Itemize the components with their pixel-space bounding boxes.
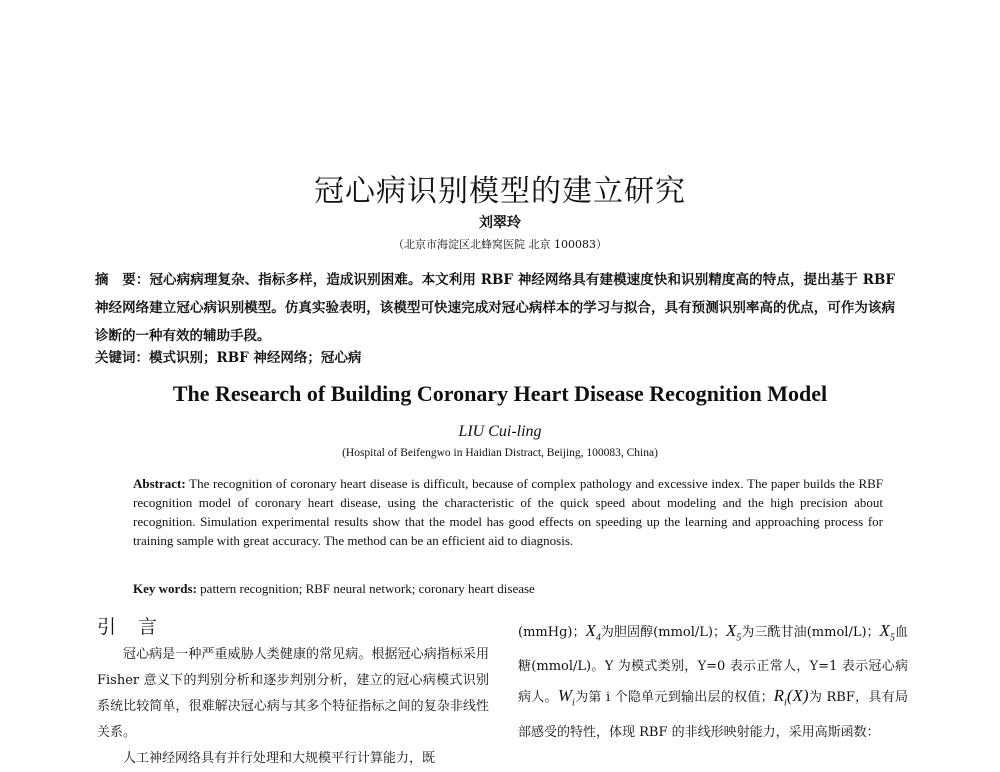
title-english: The Research of Building Coronary Heart Disease Recognition Model (172, 381, 828, 406)
abstract-chinese-label: 摘 要： (95, 272, 150, 288)
keywords-english (133, 580, 883, 598)
math-x5 (879, 621, 895, 644)
abstract-chinese (95, 266, 895, 350)
text-run: 为 RBF，具有局部感受的特性，体现 RBF 的非线形映射能力，采用高斯函数： (518, 690, 908, 740)
left-column-body (97, 642, 489, 772)
abstract-english-text: The recognition of coronary heart disease is difficult, because of complex pathology and excessive index. The paper builds the RBF recognition model of coronary heart disease, using the characteristic of the quick speed about modeling and the high precision about recognition. Simulation experimental results show that the model has good effects on speeding up the learning and approaching process for training sample with great accuracy. The method can be an efficient aid to diagnosis. (133, 476, 884, 548)
title-chinese: 冠心病识别模型的建立研究 (314, 174, 686, 209)
keywords-chinese-label: 关键词： (95, 350, 149, 366)
text-run: 为三酰甘油(mmol/L)； (741, 625, 880, 640)
keywords-chinese (95, 348, 895, 368)
author-english: LIU Cui-ling (458, 423, 542, 440)
math-symbol: W (557, 686, 573, 706)
keywords-english-label: Key words: (133, 581, 197, 596)
math-subscript: i (784, 697, 787, 709)
math-subscript: i (572, 697, 575, 709)
abstract-chinese-text: 冠心病病理复杂、指标多样，造成识别困难。本文利用 RBF 神经网络具有建模速度快和识别精度高的特点，提出基于 RBF 神经网络建立冠心病识别模型。仿真实验表明，该模型可快速完成对冠心病样本的学习与拟合，具有预测识别率高的优点，可作为该病诊断的一种有效的辅助手段。 (95, 272, 896, 344)
math-symbol: X (585, 621, 596, 640)
text-run: 为胆固醇(mmol/L)； (600, 625, 726, 640)
math-symbol: X (879, 621, 890, 640)
paragraph (518, 616, 908, 747)
math-x5 (725, 621, 742, 644)
keywords-chinese-text: 模式识别；RBF 神经网络；冠心病 (149, 350, 362, 366)
math-argument: (X) (786, 686, 809, 706)
abstract-english (133, 474, 883, 550)
affiliation-english: (Hospital of Beifengwo in Haidian Distract, Beijing, 100083, China) (342, 447, 658, 459)
affiliation-chinese: （北京市海淀区北蜂窝医院 北京 100083） (393, 238, 607, 251)
math-symbol: X (725, 621, 737, 640)
paragraph: 冠心病是一种严重威胁人类健康的常见病。根据冠心病指标采用 Fisher 意义下的判别分析和逐步判别分析，建立的冠心病模式识别系统比较简单，很难解决冠心病与其多个特征指标之间的复杂非线性关系。 (97, 647, 489, 740)
math-symbol: R (773, 686, 785, 706)
section-heading-introduction: 引 言 (97, 616, 166, 638)
math-w (557, 686, 575, 709)
math-subscript: 5 (736, 632, 742, 644)
paragraph: 人工神经网络具有并行处理和大规模平行计算能力，既 (123, 751, 436, 766)
text-run: 血糖(mmol/L)。Y 为模式类别，Y=0 表示正常人，Y=1 表示冠心病病人。 (518, 625, 908, 706)
text-run: (mmHg)； (518, 625, 586, 640)
math-subscript: 4 (595, 632, 601, 644)
math-r (773, 686, 809, 709)
text-run: 为第 i 个隐单元到输出层的权值； (574, 690, 774, 706)
author-chinese: 刘翠玲 (479, 215, 521, 231)
keywords-english-text: pattern recognition; RBF neural network; coronary heart disease (200, 581, 535, 596)
abstract-english-label: Abstract: (133, 476, 186, 491)
math-x4 (585, 621, 601, 644)
math-subscript: 5 (889, 632, 895, 644)
right-column-body (518, 616, 908, 747)
